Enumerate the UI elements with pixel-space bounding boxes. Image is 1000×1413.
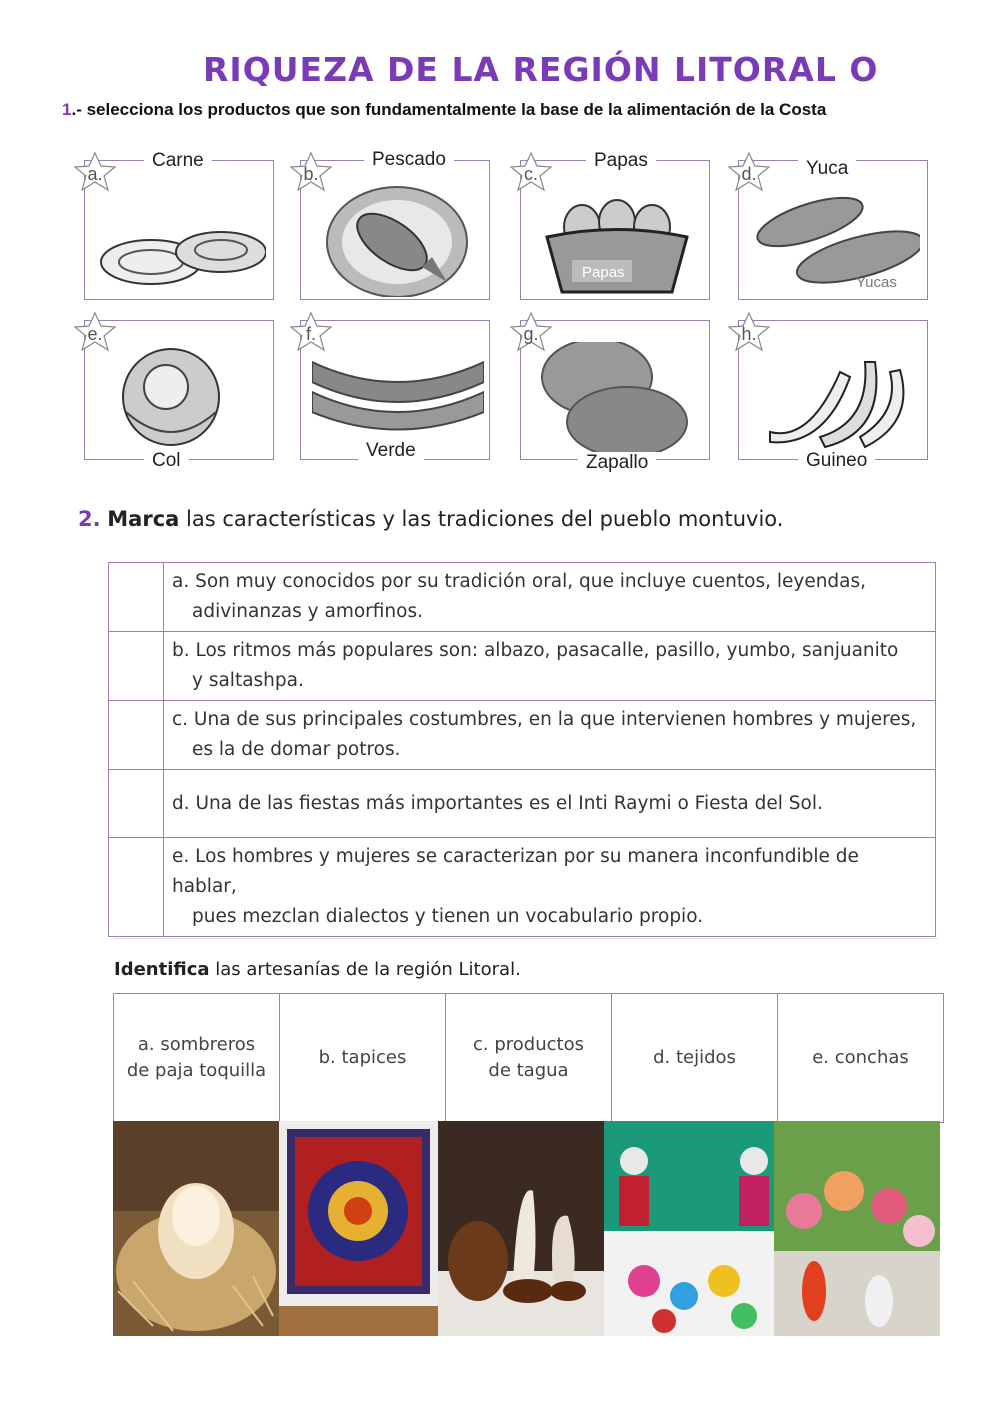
statement-cell: d. Una de las fiestas más importantes es el Inti Raymi o Fiesta del Sol. <box>164 770 936 838</box>
card-letter-c: c. <box>510 152 552 192</box>
statement-cell: c. Una de sus principales costumbres, en la que intervienen hombres y mujeres, es la de domar potros. <box>164 701 936 770</box>
question-3-text: las artesanías de la región Litoral. <box>209 959 521 980</box>
card-letter-a: a. <box>74 152 116 192</box>
question-2-verb: Marca <box>107 507 180 531</box>
product-card-papas[interactable] <box>520 150 710 300</box>
banana-illustration <box>750 342 920 452</box>
question-3-verb: Identifica <box>114 959 210 980</box>
craft-option-sombreros[interactable]: a. sombreros de paja toquilla <box>114 994 280 1123</box>
card-label: Pescado <box>364 149 454 171</box>
checkbox-cell[interactable] <box>109 632 164 701</box>
card-label: Zapallo <box>578 452 656 474</box>
tapestry-photo[interactable] <box>279 1121 438 1336</box>
table-row <box>109 838 936 937</box>
straw-hat-photo[interactable] <box>113 1121 279 1336</box>
craft-option-tejidos[interactable]: d. tejidos <box>612 994 778 1123</box>
card-label: Papas <box>586 150 656 172</box>
card-letter-g: g. <box>510 312 552 352</box>
product-card-guineo[interactable] <box>738 320 928 471</box>
card-label: Col <box>144 450 189 472</box>
card-letter-b: b. <box>290 152 332 192</box>
fish-illustration <box>312 182 482 297</box>
product-card-yuca[interactable] <box>738 160 928 300</box>
card-letter-f: f. <box>290 312 332 352</box>
card-label: Verde <box>358 440 424 462</box>
card-letter-d: d. <box>728 152 770 192</box>
craft-option-tapices[interactable]: b. tapices <box>280 994 446 1123</box>
card-letter-h: h. <box>728 312 770 352</box>
product-card-zapallo[interactable] <box>520 320 710 473</box>
craft-option-tagua[interactable]: c. productos de tagua <box>446 994 612 1123</box>
question-1-number: 1 <box>62 100 72 119</box>
plantain-illustration <box>312 342 484 442</box>
characteristics-table <box>108 562 936 937</box>
tagua-figures-photo[interactable] <box>438 1121 604 1336</box>
table-row <box>109 632 936 701</box>
question-3 <box>114 959 521 980</box>
question-1-text: .- selecciona los productos que son fundamentalmente la base de la alimentación de la Costa <box>71 100 827 119</box>
card-label: Carne <box>144 150 212 172</box>
table-row <box>109 563 936 632</box>
question-2-number: 2. <box>78 507 101 531</box>
product-card-pescado[interactable] <box>300 149 490 300</box>
statement-cell: e. Los hombres y mujeres se caracterizan por su manera inconfundible de hablar, pues mezclan dialectos y tienen un vocabulario propio. <box>164 838 936 937</box>
divider <box>114 938 938 939</box>
checkbox-cell[interactable] <box>109 770 164 838</box>
card-letter-e: e. <box>74 312 116 352</box>
checkbox-cell[interactable] <box>109 701 164 770</box>
squash-illustration <box>532 342 702 452</box>
table-row <box>109 770 936 838</box>
product-card-carne[interactable] <box>84 150 274 300</box>
question-1 <box>62 100 826 120</box>
textiles-photo[interactable] <box>604 1121 774 1336</box>
table-row <box>109 701 936 770</box>
shells-photo[interactable] <box>774 1121 940 1336</box>
product-card-col[interactable] <box>84 320 274 471</box>
checkbox-cell[interactable] <box>109 838 164 937</box>
cassava-label: Yucas <box>856 274 897 291</box>
page-title: RIQUEZA DE LA REGIÓN LITORAL O <box>203 50 879 89</box>
statement-cell: a. Son muy conocidos por su tradición oral, que incluye cuentos, leyendas, adivinanzas y amorfinos. <box>164 563 936 632</box>
card-label: Yuca <box>798 158 856 180</box>
question-2-text: las características y las tradiciones del pueblo montuvio. <box>179 507 784 531</box>
basket-label: Papas <box>582 264 625 281</box>
product-card-verde[interactable] <box>300 320 490 460</box>
question-2 <box>78 507 783 531</box>
meat-illustration <box>96 182 266 292</box>
card-label: Guineo <box>798 450 875 472</box>
statement-cell: b. Los ritmos más populares son: albazo, pasacalle, pasillo, yumbo, sanjuanito y saltashpa. <box>164 632 936 701</box>
crafts-table <box>113 993 944 1123</box>
cabbage-illustration <box>96 342 266 452</box>
checkbox-cell[interactable] <box>109 563 164 632</box>
craft-option-conchas[interactable]: e. conchas <box>778 994 944 1123</box>
